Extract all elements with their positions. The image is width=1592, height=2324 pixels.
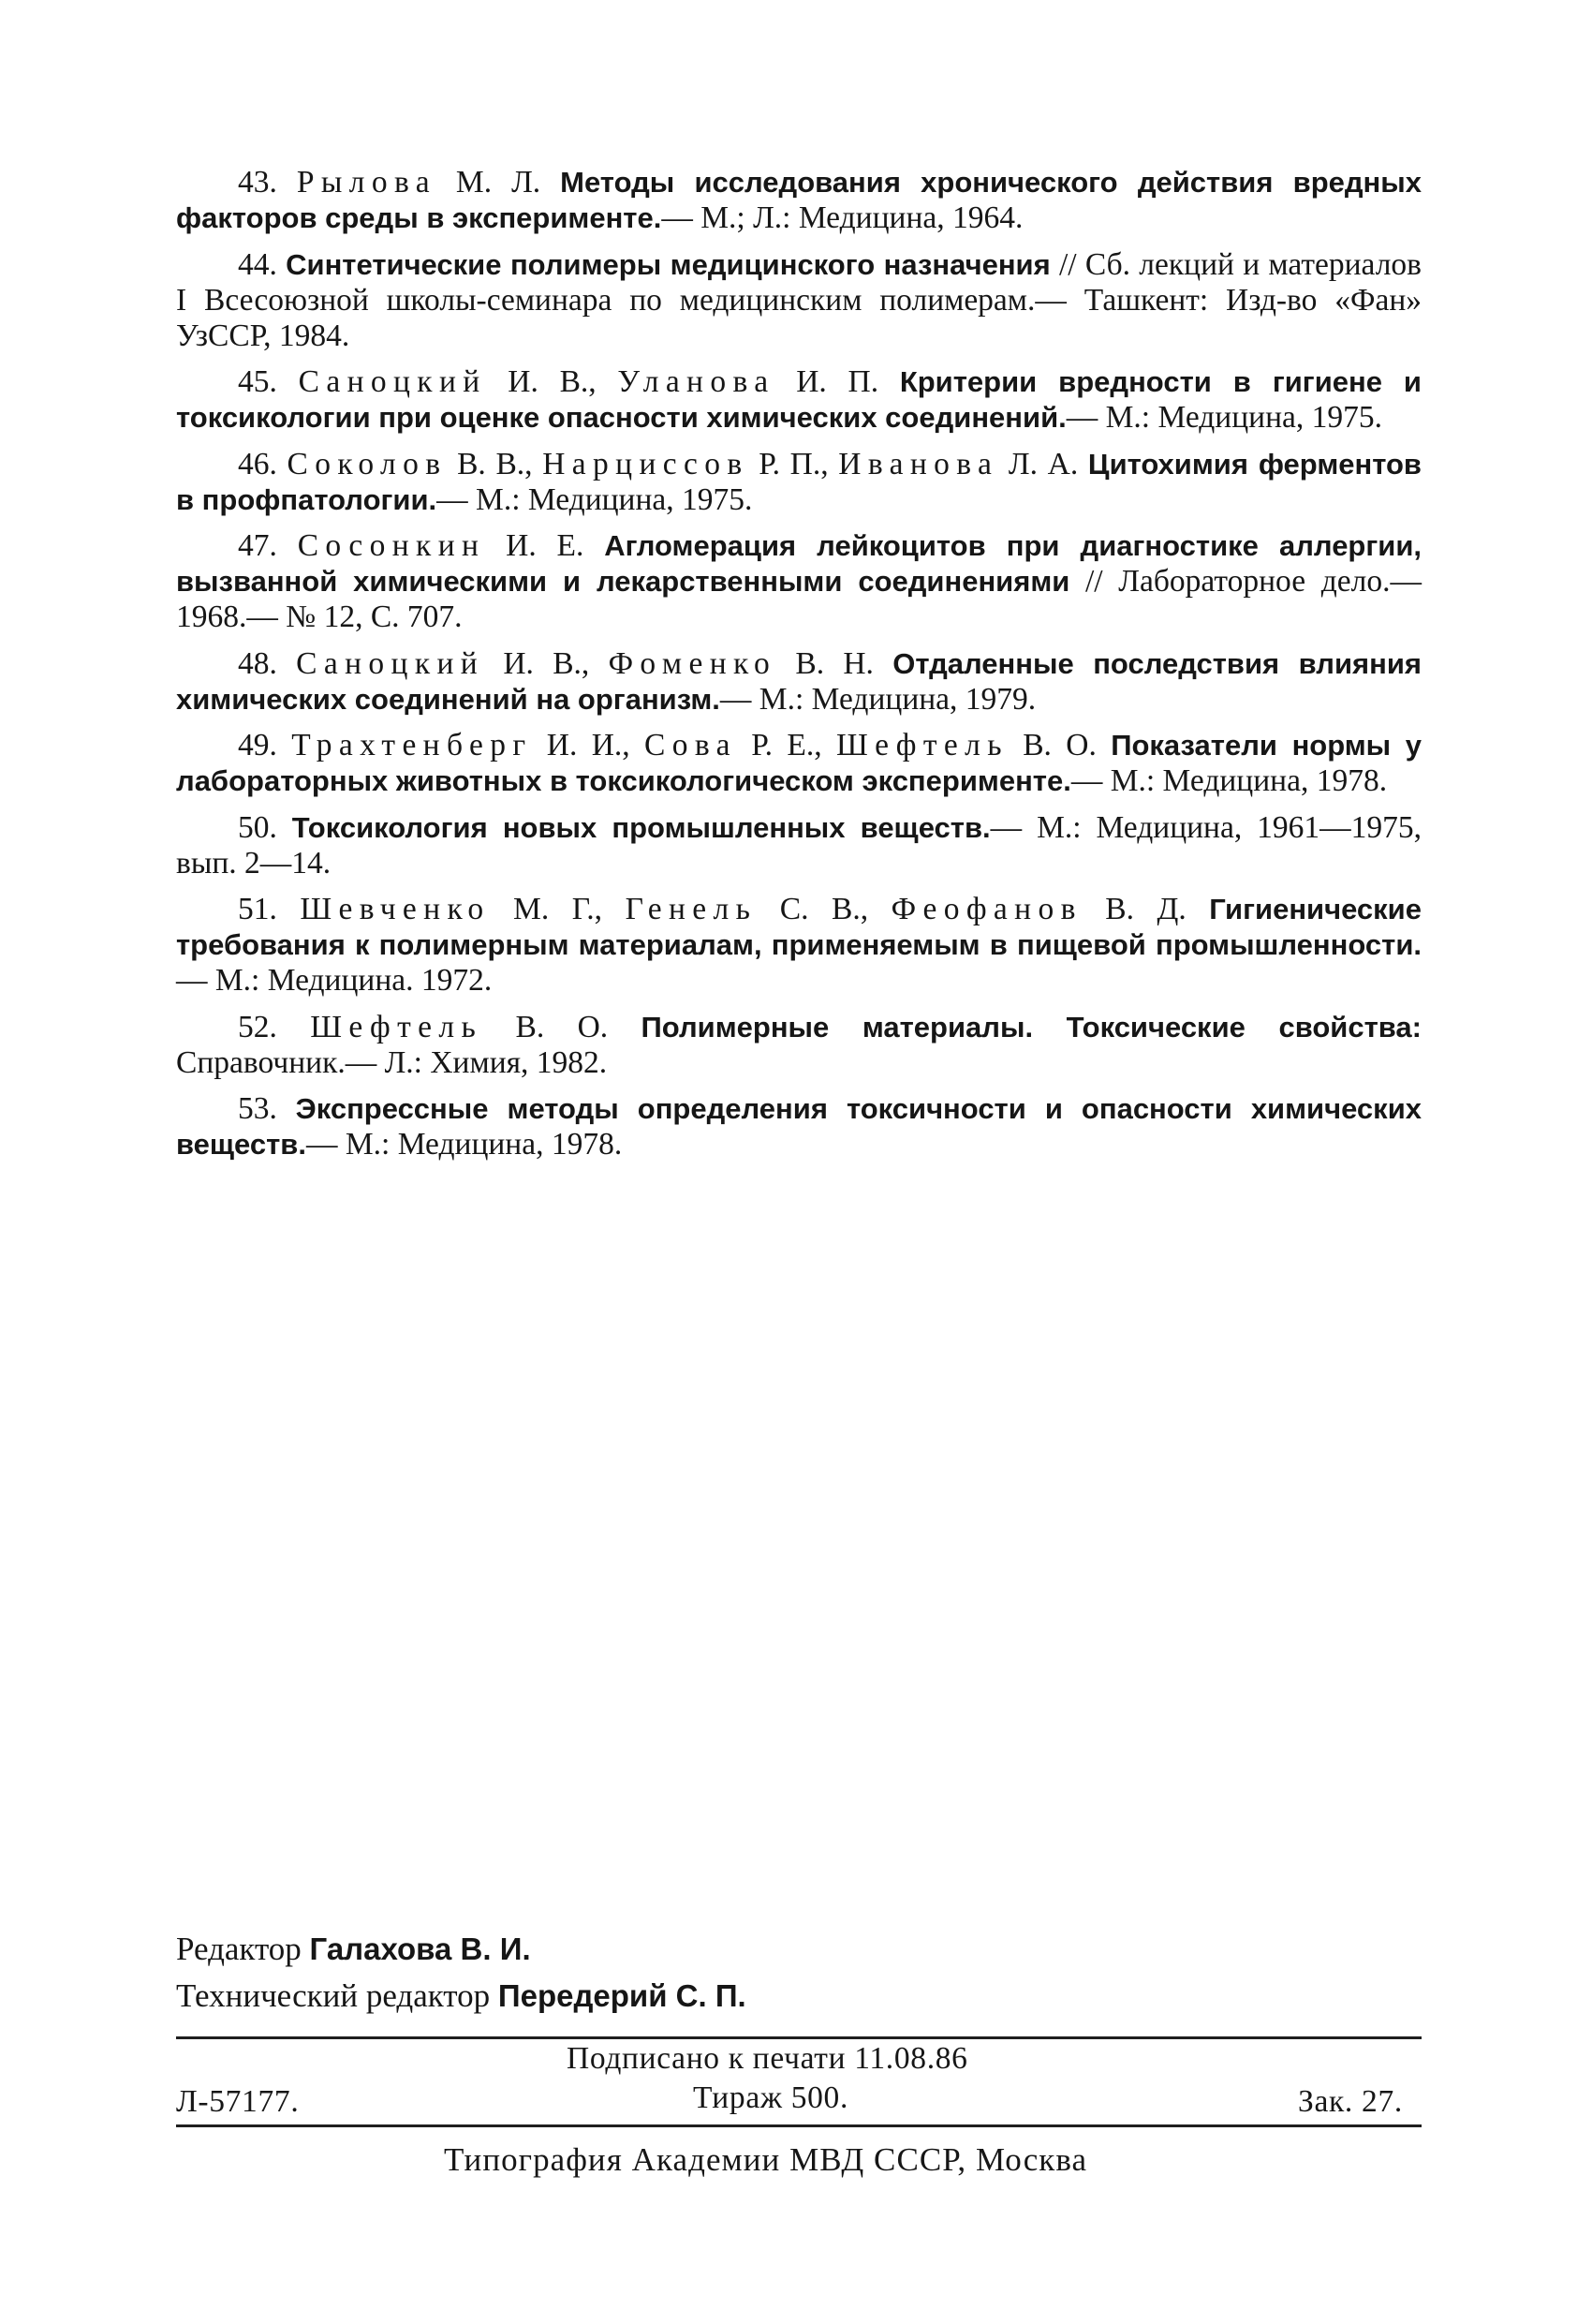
reference-author: Шевченко	[300, 892, 491, 926]
reference-initials: В. Д.	[1082, 892, 1210, 926]
reference-initials: В. Н.	[776, 645, 893, 681]
reference-tail: // Сб. лекций и материалов I Всесоюзной школы-семинара по медицинским полимерам.— Ташкент: Изд-во «Фан» УзССР, 1984.	[176, 246, 1422, 353]
reference-item	[176, 646, 1422, 718]
reference-title: Отдаленные последствия влияния химических соединений на организм.	[176, 646, 1422, 716]
reference-title: Показатели нормы у лабораторных животных в токсикологическом эксперименте.	[176, 729, 1422, 797]
reference-number: 52.	[238, 1009, 277, 1044]
reference-title: Экспрессные методы определения токсичности и опасности химических веществ.	[176, 1092, 1422, 1161]
reference-title: Методы исследования хронического действия вредных факторов среды в эксперименте.	[176, 166, 1422, 234]
reference-initials: И. И.,	[532, 728, 645, 762]
tech-editor-label: Технический редактор	[176, 1977, 491, 2014]
reference-number: 49.	[238, 728, 277, 762]
reference-tail: — М.: Медицина, 1978.	[305, 1127, 623, 1162]
reference-item	[176, 528, 1422, 635]
reference-number: 50.	[238, 809, 277, 845]
reference-author: Соколов	[287, 446, 448, 481]
reference-tail: — М.; Л.: Медицина, 1964.	[661, 200, 1024, 235]
reference-initials: В. О.	[482, 1009, 641, 1044]
reference-initials: Р. Е.,	[736, 728, 836, 762]
reference-item	[176, 1010, 1422, 1081]
signed-for-print: Подписано к печати 11.08.86	[567, 2041, 968, 2076]
reference-number: 44.	[238, 246, 277, 282]
reference-number: 51.	[238, 892, 277, 926]
license-number: Л-57177.	[176, 2084, 300, 2119]
reference-initials: И. П.	[774, 364, 900, 399]
reference-initials: И. Е.	[485, 528, 605, 563]
reference-author: Шефтель	[835, 728, 1009, 762]
reference-tail: — М.: Медицина, 1961—1975, вып. 2—14.	[176, 809, 1422, 881]
reference-title: Агломерация лейкоцитов при диагностике аллергии, вызванной химическими и лекарственными соединениями	[176, 529, 1422, 598]
order-number: Зак. 27.	[1298, 2084, 1403, 2119]
reference-author: Трахтенберг	[291, 728, 533, 762]
editor-label: Редактор	[176, 1931, 302, 1967]
reference-item	[176, 1091, 1422, 1162]
tech-editor-name: Передерий С. П.	[497, 1978, 746, 2013]
reference-author: Рылова	[296, 165, 436, 200]
reference-author: Генель	[625, 892, 758, 926]
reference-initials: Л. А.	[998, 446, 1088, 481]
reference-number: 47.	[238, 528, 277, 563]
reference-initials: В. В.,	[447, 446, 543, 481]
reference-tail: — М.: Медицина. 1972.	[176, 963, 493, 998]
imprint-top-rule	[176, 2036, 1422, 2039]
reference-author: Сосонкин	[297, 528, 486, 563]
credits-block	[176, 1926, 1422, 2020]
reference-number: 53.	[238, 1091, 277, 1126]
reference-item	[176, 728, 1422, 799]
reference-author: Уланова	[617, 364, 775, 399]
reference-list	[176, 165, 1422, 1174]
editor-line	[176, 1926, 1422, 1973]
reference-author: Саноцкий	[298, 364, 487, 399]
reference-tail: Справочник.— Л.: Химия, 1982.	[176, 1044, 608, 1080]
reference-number: 45.	[238, 364, 277, 399]
reference-initials: И. В.,	[486, 364, 618, 399]
reference-item	[176, 447, 1422, 518]
reference-item	[176, 892, 1422, 999]
reference-item	[176, 165, 1422, 236]
reference-initials: М. Г.,	[490, 892, 626, 926]
reference-title: Цитохимия ферментов в профпатологии.	[176, 447, 1422, 516]
reference-tail: — М.: Медицина, 1978.	[1070, 763, 1388, 798]
reference-title: Полимерные материалы. Токсические свойства:	[641, 1010, 1422, 1044]
reference-number: 43.	[238, 165, 277, 200]
tech-editor-line	[176, 1973, 1422, 2020]
reference-author: Сова	[644, 728, 737, 762]
reference-title: Гигиенические требования к полимерным материалам, применяемым в пищевой промышленности.	[176, 893, 1422, 961]
reference-number: 48.	[238, 645, 277, 681]
reference-item	[176, 247, 1422, 354]
print-run: Тираж 500.	[693, 2080, 849, 2115]
reference-author: Иванова	[838, 446, 999, 481]
reference-tail: — М.: Медицина, 1979.	[719, 681, 1037, 717]
reference-author: Фоменко	[608, 645, 777, 681]
reference-tail: // Лабораторное дело.— 1968.— № 12, С. 707.	[176, 564, 1422, 634]
reference-number: 46.	[238, 446, 277, 481]
reference-initials: М. Л.	[435, 165, 561, 200]
reference-initials: И. В.,	[484, 645, 609, 681]
reference-title: Синтетические полимеры медицинского назначения	[286, 247, 1051, 281]
reference-title: Критерии вредности в гигиене и токсикологии при оценке опасности химических соединений.	[176, 365, 1422, 434]
reference-item	[176, 810, 1422, 881]
reference-tail: — М.: Медицина, 1975.	[436, 481, 753, 517]
reference-item	[176, 364, 1422, 436]
reference-initials: Р. П.,	[748, 446, 839, 481]
printer-line: Типография Академии МВД СССР, Москва	[444, 2141, 1088, 2178]
reference-author: Нарциссов	[542, 446, 749, 481]
reference-initials: С. В.,	[757, 892, 892, 926]
reference-initials: В. О.	[1008, 728, 1112, 762]
reference-author: Саноцкий	[296, 645, 485, 681]
imprint-bottom-rule	[176, 2124, 1422, 2127]
reference-author: Феофанов	[891, 892, 1083, 926]
reference-title: Токсикология новых промышленных веществ.	[291, 810, 991, 844]
reference-tail: — М.: Медицина, 1975.	[1066, 400, 1382, 435]
editor-name: Галахова В. И.	[309, 1932, 531, 1966]
reference-author: Шефтель	[310, 1009, 483, 1044]
